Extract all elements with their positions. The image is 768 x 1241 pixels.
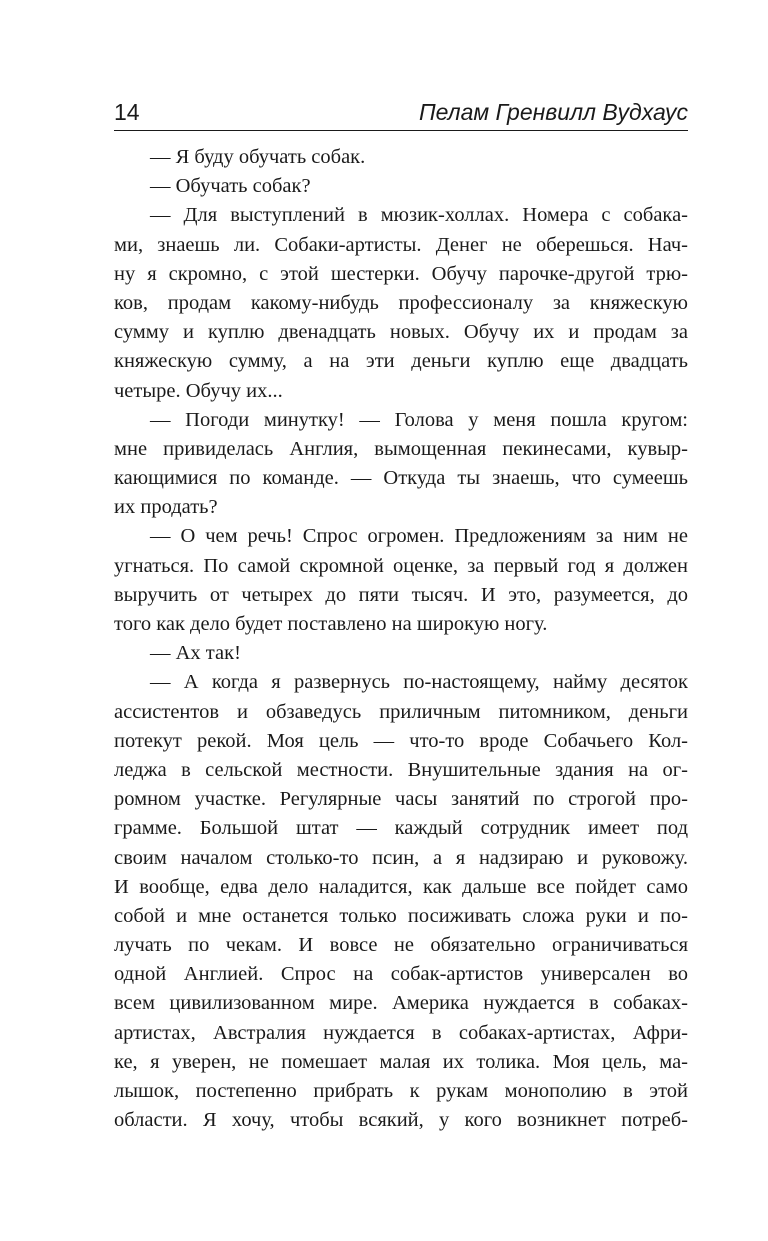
text-line: леджа в сельской местности. Внушительные здания на ог- xyxy=(114,758,688,781)
text-line: сумму и куплю двенадцать новых. Обучу их и продам за xyxy=(114,321,688,344)
text-line: потекут рекой. Моя цель — что-то вроде Собачьего Кол- xyxy=(114,729,688,752)
text-line: лышок, постепенно прибрать к рукам монополию в этой xyxy=(114,1080,688,1102)
text-line: — А когда я развернусь по-настоящему, найму десяток xyxy=(150,671,688,694)
text-line: И вообще, едва дело наладится, как дальше все пойдет само xyxy=(114,875,688,898)
text-line: артистах, Австралия нуждается в собаках-артистах, Афри- xyxy=(114,1021,688,1044)
running-title: Пелам Гренвилл Вудхаус xyxy=(418,99,688,125)
text-line: — Я буду обучать собак. xyxy=(150,146,366,168)
text-line: мне привиделась Англия, вымощенная пекинесами, кувыр- xyxy=(114,437,688,460)
text-line: ромном участке. Регулярные часы занятий по строгой про- xyxy=(114,788,688,811)
page-number: 14 xyxy=(114,99,140,125)
text-line: того как дело будет поставлено на широкую ногу. xyxy=(114,613,548,635)
text-line: выручить от четырех до пяти тысяч. И это, разумеется, до xyxy=(114,583,688,606)
text-line: грамме. Большой штат — каждый сотрудник имеет под xyxy=(114,817,688,840)
text-line: ке, я уверен, не помешает малая их толика. Моя цель, ма- xyxy=(114,1050,688,1073)
text-line: — О чем речь! Спрос огромен. Предложениям за ним не xyxy=(150,525,688,548)
text-line: ми, знаешь ли. Собаки-артисты. Денег не оберешься. Нач- xyxy=(114,233,688,256)
text-line: угнаться. По самой скромной оценке, за первый год я должен xyxy=(114,554,688,577)
text-line: собой и мне останется только посиживать сложа руки и по- xyxy=(114,904,688,927)
text-line: княжескую сумму, а на эти деньги куплю еще двадцать xyxy=(114,350,688,373)
text-line: ков, продам какому-нибудь профессионалу за княжескую xyxy=(114,291,688,314)
text-line: своим началом столько-то псин, а я надзираю и руковожу. xyxy=(114,846,688,869)
text-line: их продать? xyxy=(114,496,218,519)
text-line: ассистентов и обзаведусь приличным питомником, деньги xyxy=(114,700,688,723)
text-line: — Погоди минутку! — Голова у меня пошла кругом: xyxy=(150,408,688,431)
text-line: — Ах так! xyxy=(150,642,241,665)
text-line: кающимися по команде. — Откуда ты знаешь, что сумеешь xyxy=(114,467,688,490)
body-text xyxy=(114,143,688,1135)
page-header xyxy=(114,98,688,131)
text-line: лучать по чекам. И вовсе не обязательно ограничиваться xyxy=(114,934,688,957)
text-line: ну я скромно, с этой шестерки. Обучу парочке-другой трю- xyxy=(114,262,688,285)
text-line: — Обучать собак? xyxy=(150,175,311,198)
text-line: четыре. Обучу их... xyxy=(114,379,283,402)
text-line: всем цивилизованном мире. Америка нуждается в собаках- xyxy=(114,992,688,1015)
text-line: — Для выступлений в мюзик-холлах. Номера с собака- xyxy=(150,204,688,227)
text-line: области. Я хочу, чтобы всякий, у кого возникнет потреб- xyxy=(114,1109,688,1132)
text-line: одной Англией. Спрос на собак-артистов универсален во xyxy=(114,963,688,986)
